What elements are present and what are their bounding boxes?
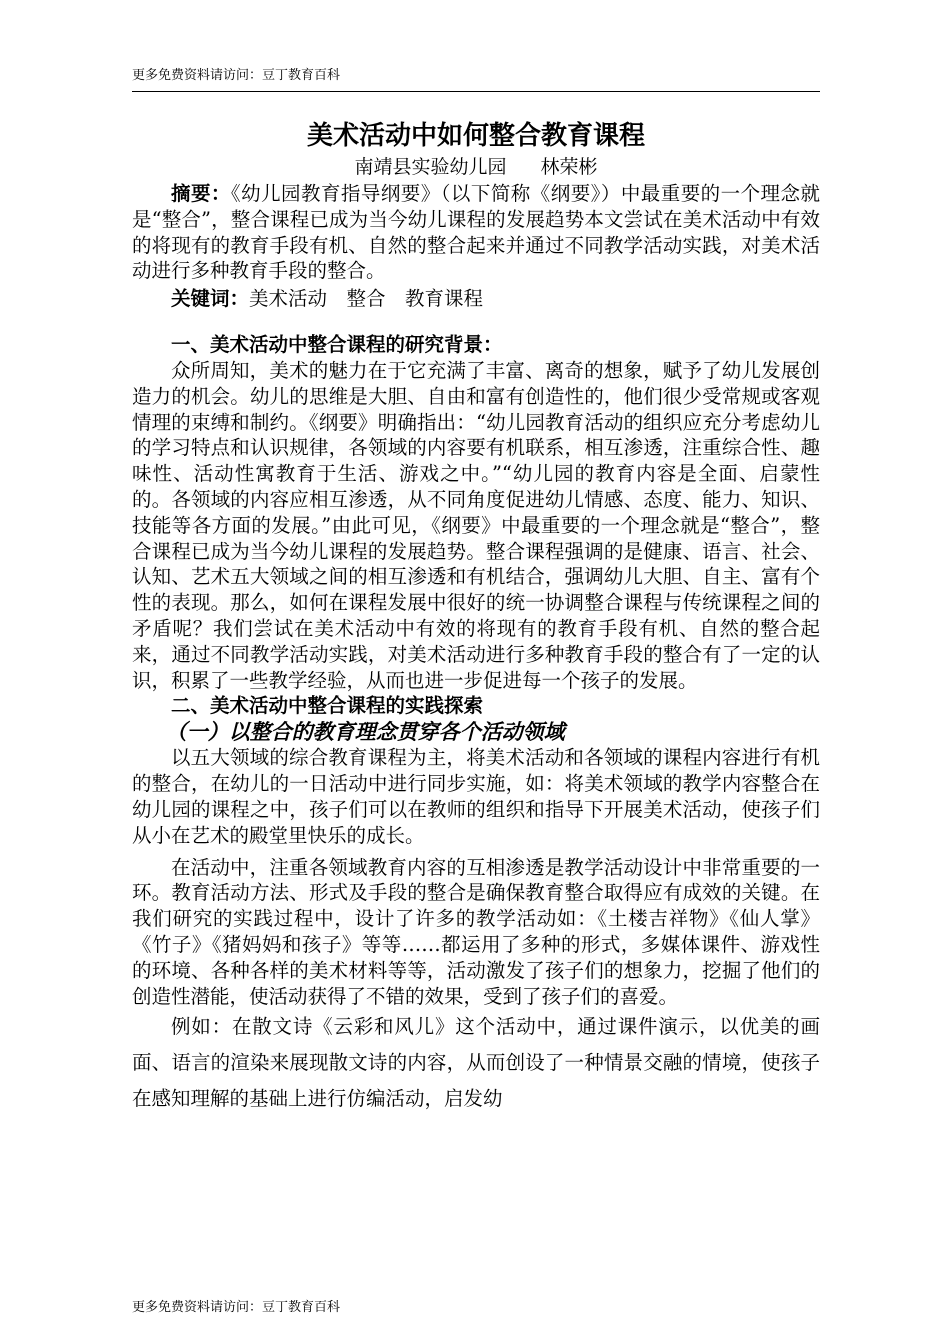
abstract-text: 《幼儿园教育指导纲要》（以下简称《纲要》）中最重要的一个理念就是“整合”，整合课程已成为当今幼儿课程的发展趋势本文尝试在美术活动中有效的将现有的教育手段有机、自然的整合起来并通过不同教学活动实践，对美术活动进行多种教育手段的整合。 <box>132 182 820 283</box>
section2-paragraph-1: 以五大领域的综合教育课程为主，将美术活动和各领域的课程内容进行有机的整合，在幼儿的一日活动中进行同步实施，如：将美术领域的教学内容整合在幼儿园的课程之中，孩子们可以在教师的组织和指导下开展美术活动，使孩子们从小在艺术的殿堂里快乐的成长。 <box>132 746 820 847</box>
header-text: 更多免费资料请访问：豆丁教育百科 <box>132 68 341 83</box>
author-school: 南靖县实验幼儿园 <box>354 156 507 178</box>
section2-paragraph-2: 在活动中，注重各领域教育内容的互相渗透是教学活动设计中非常重要的一环。教育活动方法、形式及手段的整合是确保教育整合取得应有成效的关键。在我们研究的实践过程中，设计了许多的教学活动如：《土楼吉祥物》《仙人掌》《竹子》《猪妈妈和孩子》等等……都运用了多种的形式，多媒体课件、游戏性的环境、各种各样的美术材料等等，活动激发了孩子们的想象力，挖掘了他们的创造性潜能，使活动获得了不错的效果，受到了孩子们的喜爱。 <box>132 855 820 1008</box>
document-body <box>132 118 820 1117</box>
spacer <box>132 312 820 332</box>
section1-paragraph: 众所周知，美术的魅力在于它充满了丰富、离奇的想象，赋予了幼儿发展创造力的机会。幼儿的思维是大胆、自由和富有创造性的，他们很少受常规或客观情理的束缚和制约。《纲要》明确指出：“幼儿园教育活动的组织应充分考虑幼儿的学习特点和认识规律，各领域的内容要有机联系，相互渗透，注重综合性、趣味性、活动性寓教育于生活、游戏之中。”“幼儿园的教育内容是全面、启蒙性的。各领域的内容应相互渗透，从不同角度促进幼儿情感、态度、能力、知识、技能等各方面的发展。”由此可见，《纲要》中最重要的一个理念就是“整合”，整合课程已成为当今幼儿课程的发展趋势。整合课程强调的是健康、语言、社会、认知、艺术五大领域之间的相互渗透和有机结合，强调幼儿大胆、自主、富有个性的表现。那么，如何在课程发展中很好的统一协调整合课程与传统课程之间的矛盾呢？我们尝试在美术活动中有效的将现有的教育手段有机、自然的整合起来，通过不同教学活动实践，对美术活动进行多种教育手段的整合有了一定的认识，积累了一些教学经验，从而也进一步促进每一个孩子的发展。 <box>132 358 820 692</box>
document-title: 美术活动中如何整合教育课程 <box>306 121 645 151</box>
page-header <box>132 64 820 92</box>
keywords-label: 关键词： <box>171 287 250 311</box>
page-footer <box>132 1296 340 1315</box>
abstract-label: 摘要： <box>171 182 231 205</box>
section2-heading: 二、美术活动中整合课程的实践探索 <box>171 694 484 718</box>
footer-text: 更多免费资料请访问：豆丁教育百科 <box>132 1300 341 1315</box>
section1-heading: 一、美术活动中整合课程的研究背景： <box>171 332 503 356</box>
subsection1-heading: （一）以整合的教育理念贯穿各个活动领域 <box>165 719 565 745</box>
author-line <box>132 154 820 181</box>
author-name: 林荣彬 <box>540 156 598 178</box>
section2-paragraph-3: 例如：在散文诗《云彩和风儿》这个活动中，通过课件演示，以优美的画面、语言的渲染来展现散文诗的内容，从而创设了一种情景交融的情境，使孩子在感知理解的基础上进行仿编活动，启发幼 <box>132 1015 820 1111</box>
abstract-paragraph <box>132 181 820 284</box>
keywords-text: 美术活动 整合 教育课程 <box>249 287 484 311</box>
keywords-paragraph <box>132 286 820 312</box>
